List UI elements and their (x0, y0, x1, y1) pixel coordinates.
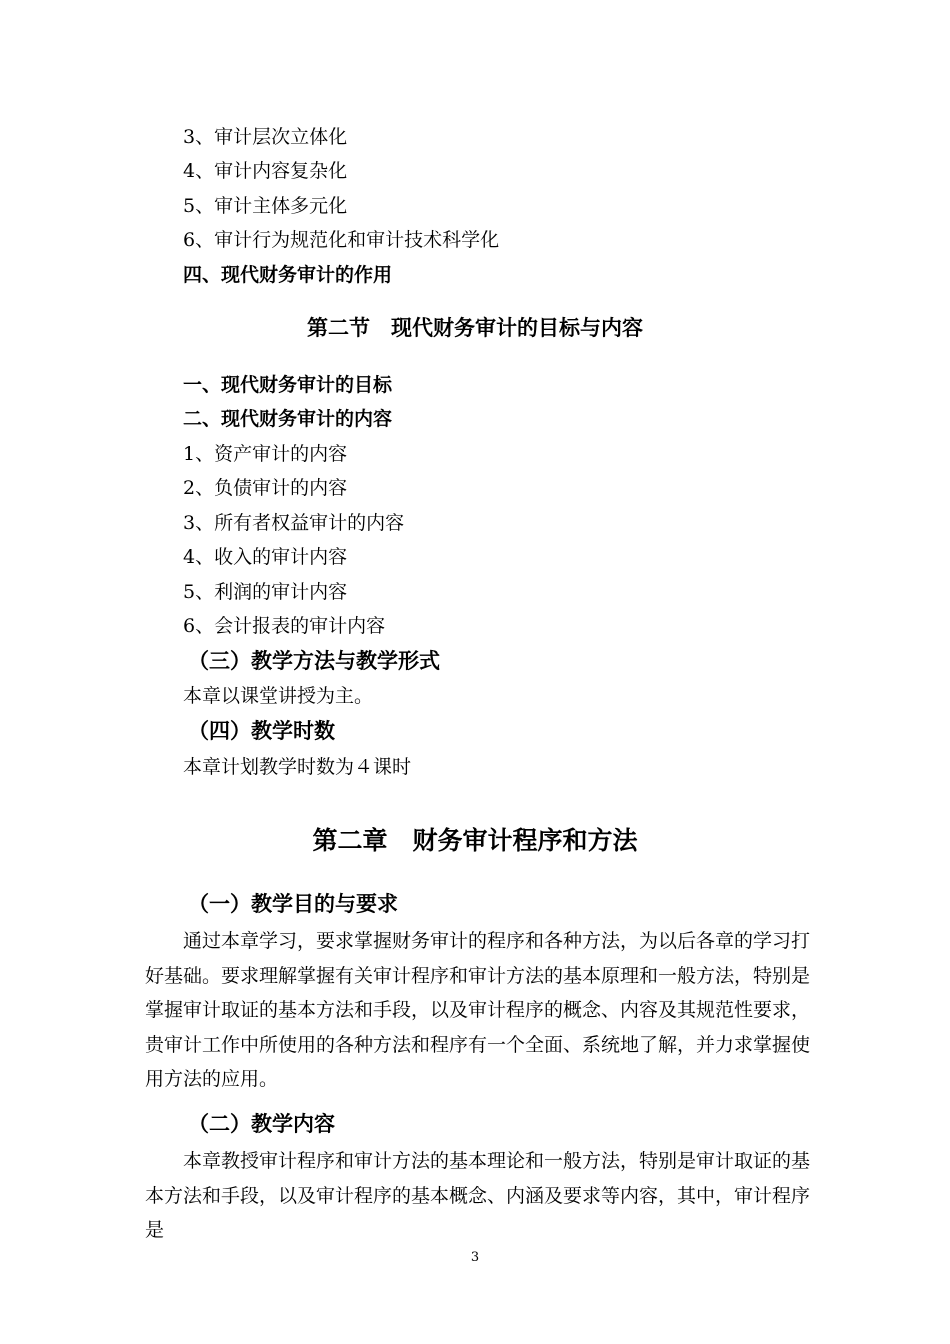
list-item: 3、所有者权益审计的内容 (183, 512, 405, 534)
content-heading: （二）教学内容 (188, 1112, 335, 1136)
list-item: 5、利润的审计内容 (183, 581, 348, 603)
list-item: 6、会计报表的审计内容 (183, 615, 386, 637)
goal-heading: （一）教学目的与要求 (188, 892, 398, 916)
teaching-method-heading: （三）教学方法与教学形式 (188, 649, 440, 673)
heading-role: 四、现代财务审计的作用 (183, 264, 393, 286)
list-item: 2、负债审计的内容 (183, 477, 348, 499)
teaching-hours-heading: （四）教学时数 (188, 719, 335, 743)
list-item: 6、审计行为规范化和审计技术科学化 (183, 229, 500, 251)
section-title: 第二节 现代财务审计的目标与内容 (307, 316, 643, 340)
heading-goal: 一、现代财务审计的目标 (183, 374, 393, 396)
content-paragraph: 本章教授审计程序和审计方法的基本理论和一般方法，特别是审计取证的基本方法和手段，以及审计程序的基本概念、内涵及要求等内容，其中，审计程序是 (145, 1150, 811, 1241)
heading-content: 二、现代财务审计的内容 (183, 408, 393, 430)
goal-paragraph: 通过本章学习，要求掌握财务审计的程序和各种方法，为以后各章的学习打好基础。要求理解掌握有关审计程序和审计方法的基本原理和一般方法，特别是掌握审计取证的基本方法和手段，以及审计程序的概念、内容及其规范性要求，贵审计工作中所使用的各种方法和程序有一个全面、系统地了解，并力求掌握使用方法的应用。 (145, 930, 811, 1090)
list-item: 5、审计主体多元化 (183, 195, 348, 217)
list-item: 4、收入的审计内容 (183, 546, 348, 568)
list-item: 4、审计内容复杂化 (183, 160, 348, 182)
chapter-title: 第二章 财务审计程序和方法 (312, 826, 638, 855)
teaching-hours-text: 本章计划教学时数为４课时 (183, 756, 412, 778)
page-number: 3 (470, 1250, 480, 1265)
teaching-method-text: 本章以课堂讲授为主。 (183, 685, 374, 707)
list-item: 3、审计层次立体化 (183, 126, 348, 148)
list-item: 1、资产审计的内容 (183, 443, 348, 465)
